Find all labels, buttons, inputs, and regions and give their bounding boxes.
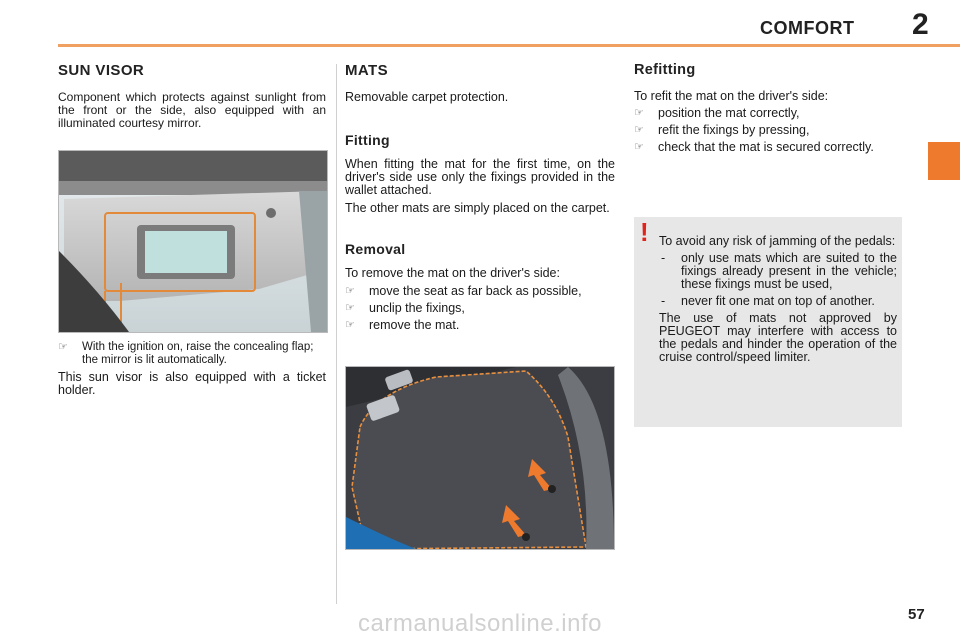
pointing-hand-icon: ☞ [345, 319, 355, 331]
column-divider [336, 64, 337, 604]
removal-step: unclip the fixings, [369, 301, 465, 315]
sun-visor-photo [58, 150, 328, 333]
refitting-step: check that the mat is secured correctly. [658, 140, 874, 154]
dash-bullet: - [661, 251, 666, 265]
refitting-step: refit the fixings by pressing, [658, 123, 810, 137]
fitting-para-1: When fitting the mat for the first time, on the driver's side use only the fixings provided in the wallet attached. [345, 157, 615, 197]
sun-visor-intro: Component which protects against sunlight from the front or the side, also equipped with an illuminated courtesy mirror. [58, 90, 326, 130]
list-item [634, 107, 902, 120]
warning-content [659, 235, 897, 364]
list-item [634, 124, 902, 137]
refitting-intro: To refit the mat on the driver's side: [634, 89, 829, 103]
pointing-hand-icon: ☞ [58, 341, 68, 353]
warning-item: only use mats which are suited to the fixings already present in the vehicle; these fixings must be used, [681, 251, 897, 291]
list-item [345, 302, 615, 315]
mats-section [345, 62, 615, 336]
pointing-hand-icon: ☞ [345, 285, 355, 297]
sun-visor-details [58, 341, 326, 397]
list-item [659, 295, 897, 308]
header-rule [58, 44, 960, 47]
warning-icon: ! [640, 217, 649, 247]
chapter-title: COMFORT [760, 18, 855, 38]
refitting-section [634, 62, 902, 158]
list-item [345, 319, 615, 332]
fitting-para-2: The other mats are simply placed on the carpet. [345, 201, 610, 215]
pointing-hand-icon: ☞ [634, 124, 644, 136]
pointing-hand-icon: ☞ [634, 141, 644, 153]
mats-title: MATS [345, 62, 388, 79]
fitting-title: Fitting [345, 132, 390, 148]
chapter-number: 2 [912, 8, 929, 41]
floor-mat-photo [345, 366, 615, 550]
sun-visor-bullet: With the ignition on, raise the concealing flap; the mirror is lit automatically. [82, 341, 314, 366]
list-item [345, 285, 615, 298]
sun-visor-title: SUN VISOR [58, 62, 145, 79]
page-number: 57 [908, 606, 925, 623]
pointing-hand-icon: ☞ [345, 302, 355, 314]
warning-footer: The use of mats not approved by PEUGEOT may interfere with access to the pedals and hinder the operation of the cruise control/speed limiter. [659, 311, 897, 364]
list-item [634, 141, 902, 154]
warning-intro: To avoid any risk of jamming of the pedals: [659, 234, 896, 248]
mats-intro: Removable carpet protection. [345, 90, 509, 104]
removal-step: remove the mat. [369, 318, 460, 332]
removal-intro: To remove the mat on the driver's side: [345, 266, 560, 280]
warning-item: never fit one mat on top of another. [681, 294, 875, 308]
chapter-tab [928, 142, 960, 180]
watermark: carmanualsonline.info [358, 610, 602, 637]
list-item [659, 252, 897, 291]
sun-visor-note: This sun visor is also equipped with a ticket holder. [58, 370, 326, 397]
sun-visor-section [58, 62, 326, 130]
list-item [58, 341, 326, 367]
refitting-title: Refitting [634, 62, 696, 78]
refitting-step: position the mat correctly, [658, 106, 800, 120]
dash-bullet: - [661, 294, 666, 308]
removal-step: move the seat as far back as possible, [369, 284, 582, 298]
pointing-hand-icon: ☞ [634, 107, 644, 119]
removal-title: Removal [345, 241, 406, 257]
